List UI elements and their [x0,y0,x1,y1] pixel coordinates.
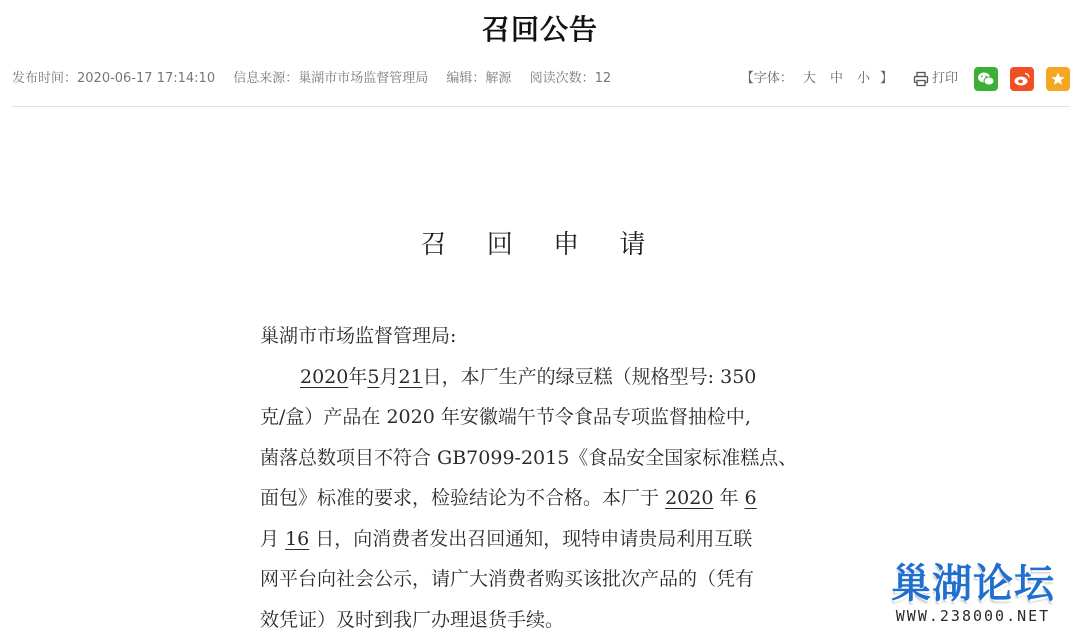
watermark-url: WWW.238000.NET [895,607,1051,625]
publish-label: 发布时间： [12,71,78,86]
favorite-share-button[interactable] [1046,67,1070,91]
paragraph-line-1 [260,357,820,398]
document-heading: 召 回 申 请 [420,230,662,260]
header-divider [12,106,1070,107]
line-1-rest: 日，本厂生产的绿豆糕（规格型号: 350 [422,365,757,388]
weibo-share-button[interactable] [1010,67,1034,91]
paragraph-line-6: 网平台向社会公示，请广大消费者购买该批次产品的（凭有 [260,568,755,590]
page-title: 召回公告 [481,13,598,46]
paragraph-line-4 [260,478,820,519]
salutation: 巢湖市市场监督管理局: [260,325,457,347]
date-year: 2020 [300,365,349,388]
line-5-rest: 日，向消费者发出召回通知，现特申请贵局利用互联 [315,527,753,550]
view-count [530,71,612,86]
editor [446,71,511,86]
editor-label: 编辑： [446,71,486,86]
font-size-medium[interactable]: 中 [829,71,843,86]
views-label: 阅读次数： [529,71,595,86]
print-label: 打印 [931,71,958,86]
font-size-large[interactable]: 大 [802,71,816,86]
publish-time-value: 2020-06-17 17:14:10 [77,71,216,86]
wechat-icon [977,71,995,87]
document-body [260,316,820,640]
source-label: 信息来源： [233,71,299,86]
views-value: 12 [594,71,612,86]
recall-month-unit: 月 [260,527,280,550]
paragraph-line-3: 菌落总数项目不符合 GB7099-2015《食品安全国家标准糕点、 [260,446,798,469]
article-meta [12,68,1070,90]
font-size-bracket: 】 [879,71,893,86]
wechat-share-button[interactable] [974,67,998,91]
print-button[interactable] [913,68,958,90]
paragraph-line-5 [260,519,820,560]
printer-icon [913,71,929,87]
paragraph-line-2: 克/盒）产品在 2020 年安徽端午节令食品专项监督抽检中, [260,406,751,428]
editor-value: 解源 [485,71,512,86]
article-toolbar [741,64,1070,94]
publish-time [12,71,215,86]
watermark-logo: 巢湖论坛 [891,561,1055,607]
line-4-prefix: 面包》标准的要求，检验结论为不合格。本厂于 [260,487,660,509]
recall-year-unit: 年 [719,487,739,509]
source-value: 巢湖市市场监督管理局 [298,71,429,86]
weibo-icon [1013,71,1031,87]
star-icon [1050,71,1066,87]
date-month-unit: 月 [379,365,399,388]
source [233,71,428,86]
recall-day: 16 [285,527,310,550]
site-watermark [878,552,1068,636]
date-month: 5 [367,365,380,388]
recall-month: 6 [744,487,757,509]
date-year-unit: 年 [348,365,368,388]
date-day: 21 [398,365,423,388]
font-size-label: 【字体： [740,71,793,86]
font-size-small[interactable]: 小 [856,71,870,86]
paragraph-line-7: 效凭证）及时到我厂办理退货手续。 [260,608,565,631]
recall-year: 2020 [665,487,714,509]
